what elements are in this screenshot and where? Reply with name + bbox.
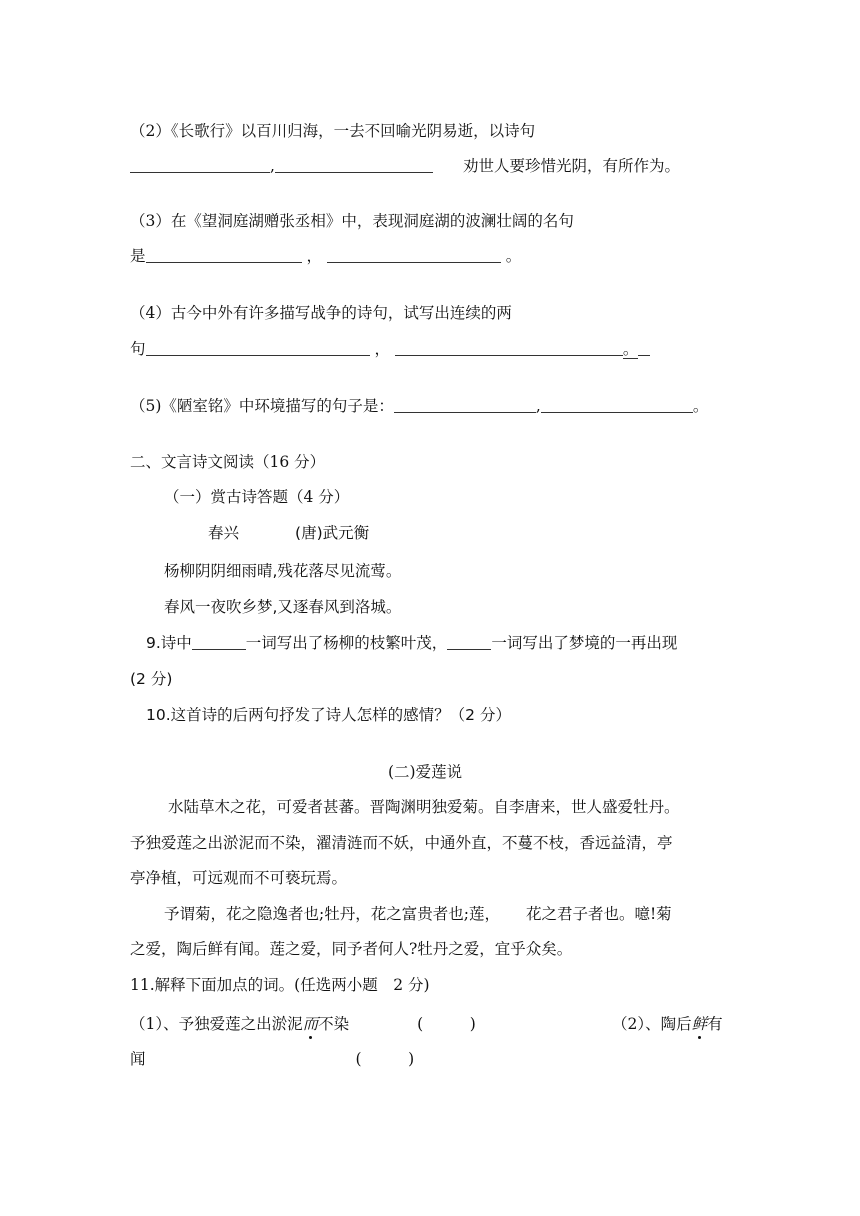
q9-line: 9.诗中 一词写出了杨柳的枝繁叶茂， 一词写出了梦境的一再出现 (146, 634, 678, 652)
answer-blank[interactable] (130, 156, 270, 173)
section-heading: 二、文言诗文阅读（16 分） (130, 453, 326, 471)
answer-blank[interactable] (394, 396, 536, 413)
answer-blank[interactable] (447, 633, 491, 650)
poem-author: (唐)武元衡 (295, 524, 370, 542)
answer-blank[interactable] (146, 246, 302, 263)
q11-item-1: （1）、予独爱莲之出淤泥而不染 ( ) (130, 1015, 476, 1033)
q5-prompt: （5)《陋室铭》中环境描写的句子是： (130, 397, 394, 415)
q11-item-2: （2）、陶后鲜有 (612, 1015, 723, 1033)
answer-blank[interactable] (275, 156, 433, 173)
essay-title: (二)爱莲说 (388, 763, 463, 781)
q2-suffix: 劝世人要珍惜光阴，有所作为。 (462, 157, 680, 175)
answer-blank[interactable] (541, 396, 693, 413)
poem-line: 杨柳阴阴细雨晴,残花落尽见流莺。 (164, 562, 402, 580)
answer-blank[interactable] (395, 339, 623, 356)
q11-prompt: 11.解释下面加点的词。(任选两小题 2 分) (130, 976, 430, 994)
essay-paragraph-line: 水陆草木之花，可爱者甚蕃。晋陶渊明独爱菊。自李唐来，世人盛爱牡丹。 (168, 798, 680, 816)
q2-answer-line: , 劝世人要珍惜光阴，有所作为。 (130, 155, 680, 177)
essay-paragraph-line: 予谓菊，花之隐逸者也;牡丹，花之富贵者也;莲， 花之君子者也。噫!菊 (164, 905, 672, 923)
answer-paren[interactable]: ( ) (417, 1015, 476, 1033)
subsection-heading: （一）赏古诗答题（4 分） (164, 488, 350, 506)
answer-blank[interactable] (192, 633, 246, 650)
q11-item-2-cont: 闻 ( ) (130, 1050, 415, 1068)
essay-paragraph-line: 予独爱莲之出淤泥而不染，濯清涟而不妖，中通外直，不蔓不枝，香远益清，亭 (130, 834, 673, 852)
poem-title: 春兴 (唐)武元衡 (208, 524, 370, 542)
q4-prompt: （4）古今中外有许多描写战争的诗句，试写出连续的两 (130, 304, 512, 322)
q9-points: (2 分) (130, 670, 173, 688)
answer-blank[interactable] (327, 246, 501, 263)
poem-line: 春风一夜吹乡梦,又逐春风到洛城。 (164, 598, 402, 616)
dotted-word: 而 (302, 1015, 319, 1033)
q10-line: 10.这首诗的后两句抒发了诗人怎样的感情？（2 分） (146, 706, 511, 724)
answer-paren[interactable]: ( ) (355, 1050, 415, 1068)
essay-paragraph-line: 之爱，陶后鲜有闻。莲之爱，同予者何人?牡丹之爱，宜乎众矣。 (130, 940, 573, 958)
essay-paragraph-line: 亭净植，可远观而不可亵玩焉。 (130, 869, 348, 887)
dotted-word: 鲜 (691, 1015, 708, 1033)
q2-prompt: （2）《长歌行》以百川归海，一去不回喻光阴易逝，以诗句 (130, 122, 536, 140)
q5-line: （5)《陋室铭》中环境描写的句子是： , 。 (130, 397, 709, 415)
q4-answer-line: 句 ， 。 (130, 338, 650, 360)
q3-answer-line: 是 ， 。 (130, 247, 522, 265)
answer-blank[interactable] (146, 339, 370, 356)
q3-prompt: （3）在《望洞庭湖赠张丞相》中，表现洞庭湖的波澜壮阔的名句 (130, 212, 574, 230)
